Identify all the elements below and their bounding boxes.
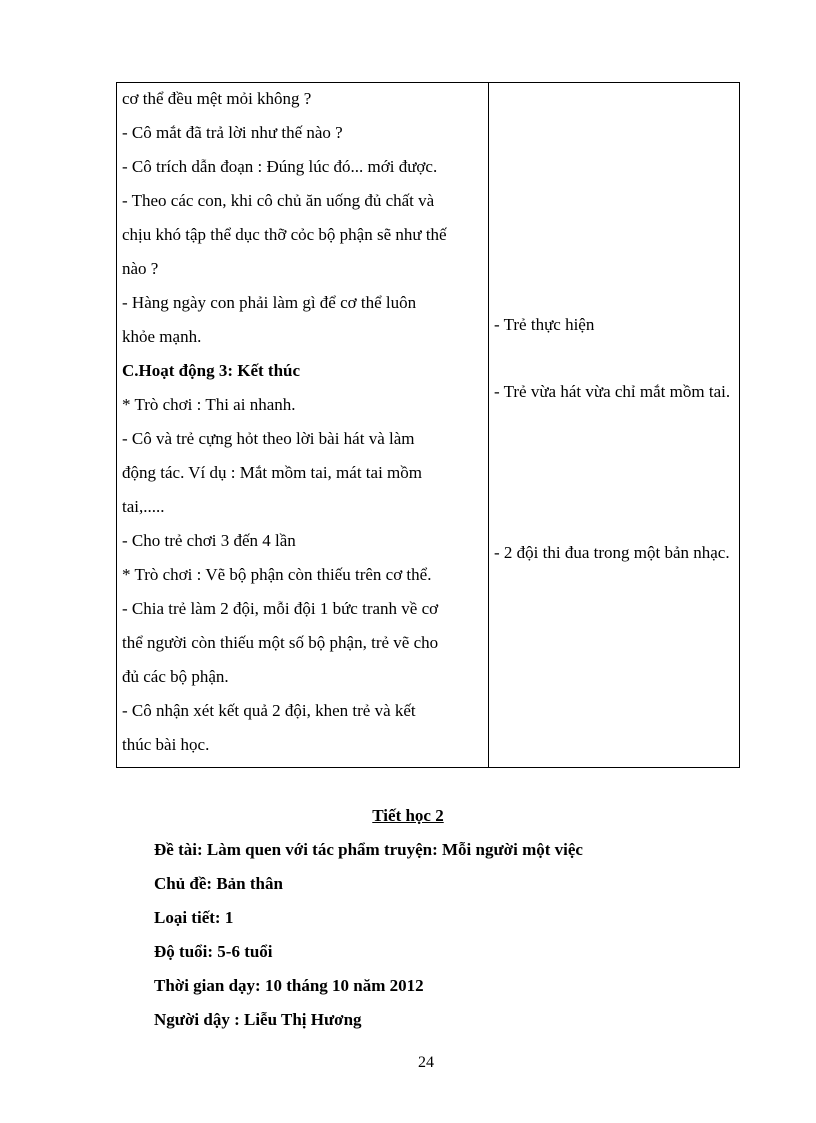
activity-table bbox=[116, 82, 740, 768]
lesson-theme: Chủ đề: Bản thân bbox=[154, 874, 283, 893]
lesson-teacher: Người dậy : Liễu Thị Hương bbox=[154, 1010, 362, 1029]
table-line: chịu khó tập thể dục thỡ cỏc bộ phận sẽ như thế bbox=[122, 225, 447, 244]
lesson-title: Tiết học 2 bbox=[372, 806, 444, 825]
table-line: thúc bài học. bbox=[122, 735, 210, 754]
child-activity-item: - Trẻ thực hiện bbox=[494, 315, 595, 334]
table-line: - Cô trích dẫn đoạn : Đúng lúc đó... mới được. bbox=[122, 157, 438, 176]
page-number: 24 bbox=[418, 1054, 434, 1071]
table-line: - Cô nhận xét kết quả 2 đội, khen trẻ và kết bbox=[122, 701, 416, 720]
child-activity-item: - Trẻ vừa hát vừa chỉ mắt mồm tai. bbox=[494, 382, 731, 401]
table-line: khỏe mạnh. bbox=[122, 327, 202, 346]
table-line: * Trò chơi : Thi ai nhanh. bbox=[122, 395, 296, 414]
column-divider bbox=[488, 83, 489, 767]
table-line: tai,..... bbox=[122, 497, 165, 516]
table-line: - Cô mắt đã trả lời như thế nào ? bbox=[122, 123, 343, 142]
table-line: cơ thể đều mệt mỏi không ? bbox=[122, 89, 312, 108]
table-line: thể người còn thiếu một số bộ phận, trẻ vẽ cho bbox=[122, 633, 439, 652]
lesson-age: Độ tuổi: 5-6 tuổi bbox=[154, 942, 273, 961]
lesson-date: Thời gian dạy: 10 tháng 10 năm 2012 bbox=[154, 976, 424, 995]
table-line: * Trò chơi : Vẽ bộ phận còn thiếu trên cơ thể. bbox=[122, 565, 432, 584]
table-line: - Hàng ngày con phải làm gì để cơ thể luôn bbox=[122, 293, 417, 312]
lesson-topic: Đề tài: Làm quen với tác phẩm truyện: Mỗi người một việc bbox=[154, 840, 583, 859]
table-line: đủ các bộ phận. bbox=[122, 667, 229, 686]
table-line: - Cô và trẻ cựng hỏt theo lời bài hát và làm bbox=[122, 429, 415, 448]
activity-heading: C.Hoạt động 3: Kết thúc bbox=[122, 361, 301, 380]
table-line: - Chia trẻ làm 2 đội, mỗi đội 1 bức tranh về cơ bbox=[122, 599, 439, 618]
table-line: nào ? bbox=[122, 259, 159, 278]
table-line: - Cho trẻ chơi 3 đến 4 lần bbox=[122, 531, 296, 550]
table-line: - Theo các con, khi cô chủ ăn uống đủ chất và bbox=[122, 191, 435, 210]
lesson-type: Loại tiết: 1 bbox=[154, 908, 234, 927]
child-activity-item: - 2 đội thi đua trong một bản nhạc. bbox=[494, 543, 730, 562]
table-line: động tác. Ví dụ : Mắt mồm tai, mát tai mồm bbox=[122, 463, 422, 482]
